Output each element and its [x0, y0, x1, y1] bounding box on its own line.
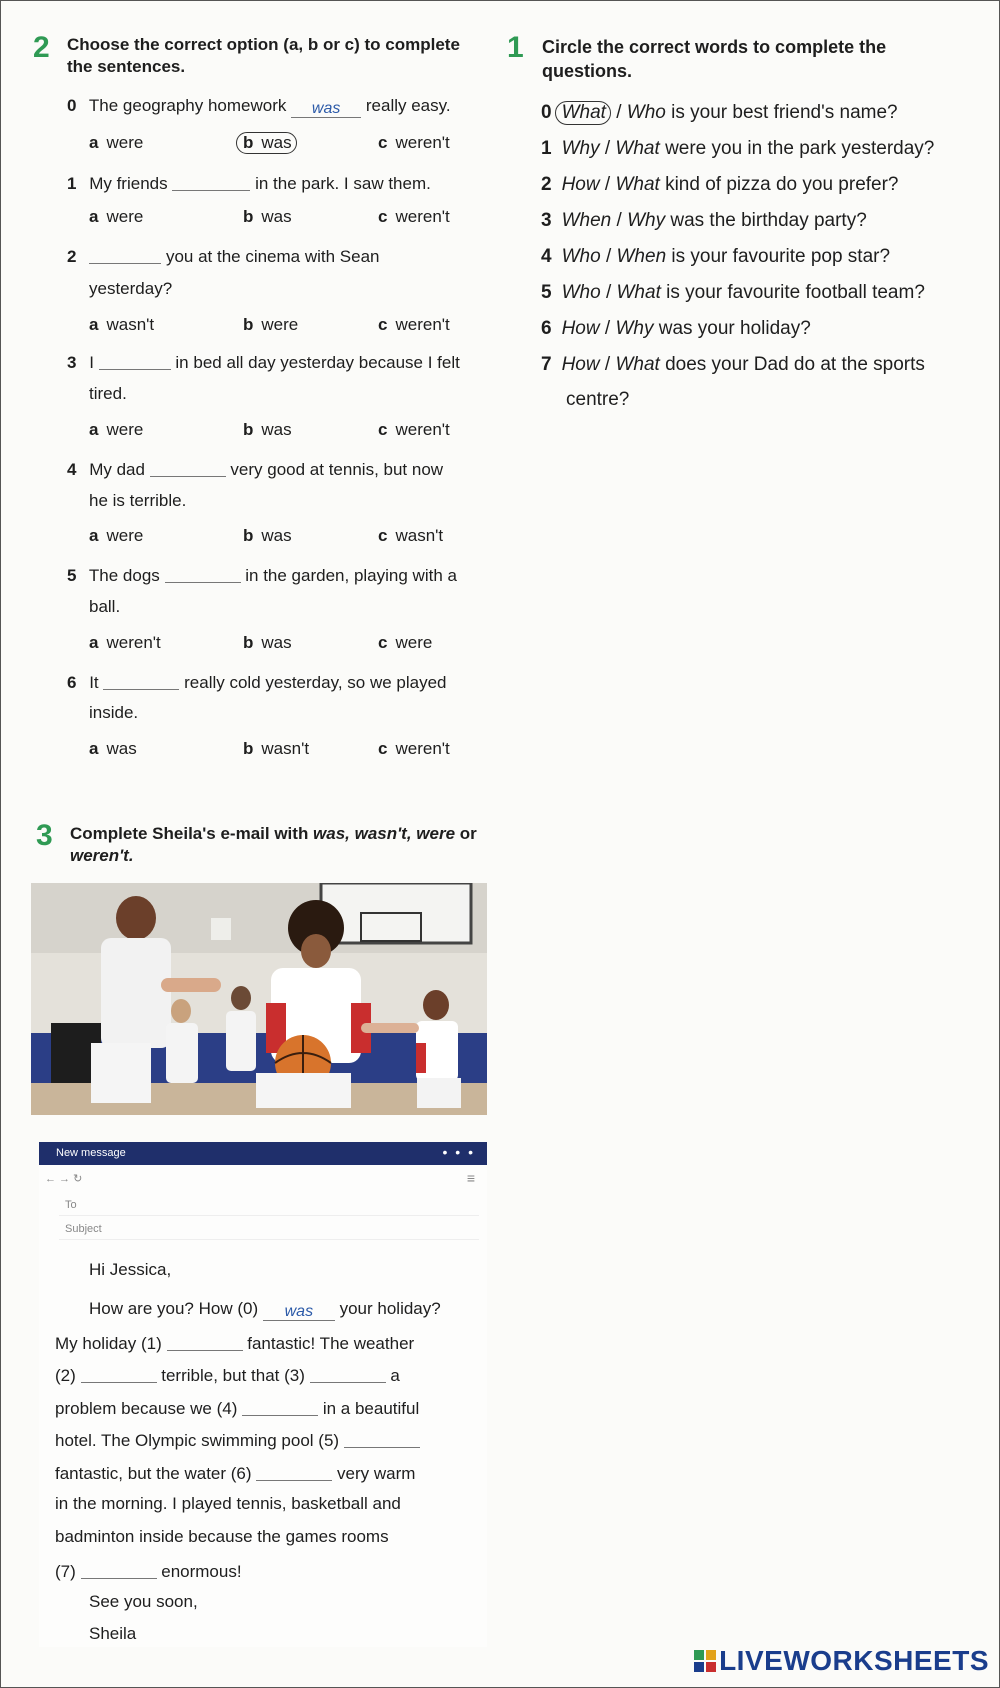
section1-title-line1: Circle the correct words to complete the: [542, 37, 887, 57]
s1-q3-option-2[interactable]: Why: [627, 210, 666, 231]
s2-q0-option-a[interactable]: a were: [89, 133, 144, 152]
s2-q1-option-a[interactable]: a were: [89, 207, 144, 226]
email-blank-5[interactable]: [344, 1431, 420, 1448]
s2-q3-blank[interactable]: [99, 353, 171, 370]
liveworksheets-logo-text: LIVEWORKSHEETS: [719, 1645, 989, 1676]
email-line-2: My holiday (1) fantastic! The weather: [55, 1334, 415, 1353]
s2-q4-blank[interactable]: [150, 460, 226, 477]
email-line-9: (7) enormous!: [55, 1562, 242, 1581]
email-window: [39, 1142, 487, 1647]
s2-q4-continuation: he is terrible.: [89, 491, 187, 510]
s2-q3-option-b[interactable]: b was: [243, 420, 292, 439]
s1-q2-option-1[interactable]: How: [561, 174, 600, 195]
email-subject-label[interactable]: Subject: [65, 1223, 102, 1235]
divider: [59, 1239, 479, 1240]
liveworksheets-logo-icon: [694, 1647, 716, 1669]
section2-number: 2: [33, 31, 50, 64]
email-line-8: badminton inside because the games rooms: [55, 1527, 389, 1546]
email-nav-icons[interactable]: ← → ↻: [45, 1173, 83, 1185]
s1-q7-option-1[interactable]: How: [561, 354, 600, 375]
email-blank-4[interactable]: [242, 1399, 318, 1416]
s1-q4-option-2[interactable]: When: [616, 246, 667, 267]
divider: [59, 1215, 479, 1216]
s2-q2-blank[interactable]: [89, 247, 161, 264]
s1-q6-option-2[interactable]: Why: [615, 318, 654, 339]
email-blank-7[interactable]: [81, 1562, 157, 1579]
email-blank-3[interactable]: [310, 1366, 386, 1383]
circled-answer: b was: [236, 132, 297, 154]
s2-q6-option-c[interactable]: c weren't: [378, 739, 450, 758]
s2-q1-sentence: 1 My friends in the park. I saw them.: [67, 174, 431, 193]
email-line-5: hotel. The Olympic swimming pool (5): [55, 1429, 420, 1451]
s2-q5-option-c[interactable]: c were: [378, 633, 433, 652]
s2-q5-sentence: 5 The dogs in the garden, playing with a: [67, 566, 457, 585]
s1-q7-continuation: centre?: [566, 389, 630, 410]
s2-q2-option-b[interactable]: b were: [243, 315, 299, 334]
s1-q1-option-1[interactable]: Why: [561, 138, 600, 159]
s2-q6-blank[interactable]: [103, 673, 179, 690]
section2-title: [67, 34, 460, 78]
s1-q2: 2 How / What kind of pizza do you prefer?: [541, 174, 899, 195]
basketball-illustration: [31, 883, 487, 1115]
s1-q0-option-2[interactable]: Who: [626, 102, 666, 123]
s2-q2-option-a[interactable]: a wasn't: [89, 315, 155, 334]
s1-q1: 1 Why / What were you in the park yesterday?: [541, 138, 935, 159]
section3-number: 3: [36, 819, 53, 852]
section3-title: Complete Sheila's e-mail with was, wasn't, were or weren't.: [70, 824, 477, 865]
s1-q7-option-2[interactable]: What: [615, 354, 660, 375]
s2-q5-option-b[interactable]: b was: [243, 633, 292, 652]
s2-q0-blank[interactable]: was: [291, 101, 361, 118]
basketball-photo: [31, 883, 487, 1115]
email-blank-6[interactable]: [256, 1464, 332, 1481]
email-closing: See you soon,: [89, 1592, 198, 1611]
s2-q4-option-a[interactable]: a were: [89, 526, 144, 545]
s2-q6-sentence: 6 It really cold yesterday, so we played: [67, 673, 447, 692]
s1-q5-option-2[interactable]: What: [616, 282, 661, 303]
s1-q0-option-1[interactable]: What: [555, 101, 611, 125]
s1-q6: 6 How / Why was your holiday?: [541, 318, 811, 339]
email-line-4: problem because we (4) in a beautiful: [55, 1399, 420, 1418]
s2-q0-option-b[interactable]: [243, 133, 297, 153]
email-line-3: (2) terrible, but that (3) a: [55, 1366, 400, 1385]
email-to-label[interactable]: To: [65, 1199, 77, 1211]
section2-title-line1: Choose the correct option (a, b or c) to complete: [67, 35, 460, 54]
email-blank-0[interactable]: was: [263, 1304, 335, 1321]
s1-q6-option-1[interactable]: How: [561, 318, 600, 339]
s2-q5-continuation: ball.: [89, 597, 121, 616]
section2-title-line2: the sentences.: [67, 57, 186, 76]
email-header-title: New message: [56, 1147, 126, 1159]
s1-q5: 5 Who / What is your favourite football team?: [541, 282, 925, 303]
s2-q2-sentence: 2 you at the cinema with Sean: [67, 247, 380, 266]
section1-number: 1: [507, 31, 524, 64]
s2-q0-sentence: 0 The geography homework was really easy.: [67, 96, 451, 117]
section1-title: [542, 35, 886, 83]
email-signature: Sheila: [89, 1624, 137, 1643]
s2-q3-sentence: 3 I in bed all day yesterday because I felt: [67, 353, 460, 372]
s1-q0: 0 What / Who is your best friend's name?: [541, 102, 898, 123]
email-greeting: Hi Jessica,: [89, 1260, 172, 1279]
s1-q2-option-2[interactable]: What: [615, 174, 660, 195]
more-options-icon[interactable]: • • •: [442, 1144, 475, 1160]
s2-q4-option-c[interactable]: c wasn't: [378, 526, 444, 545]
email-blank-1[interactable]: [167, 1334, 243, 1351]
s2-q4-option-b[interactable]: b was: [243, 526, 292, 545]
s2-q6-option-b[interactable]: b wasn't: [243, 739, 310, 758]
s1-q5-option-1[interactable]: Who: [561, 282, 601, 303]
s2-q5-option-a[interactable]: a weren't: [89, 633, 161, 652]
s1-q7: 7 How / What does your Dad do at the sports: [541, 354, 925, 375]
s2-q1-blank[interactable]: [172, 174, 250, 191]
s2-q4-sentence: 4 My dad very good at tennis, but now: [67, 460, 444, 479]
s1-q3-option-1[interactable]: When: [561, 210, 612, 231]
s2-q5-blank[interactable]: [165, 566, 241, 583]
s2-q0-option-c[interactable]: c weren't: [378, 133, 450, 152]
email-header-bar: [39, 1142, 487, 1165]
s2-q1-option-c[interactable]: c weren't: [378, 207, 450, 226]
s2-q6-continuation: inside.: [89, 703, 139, 722]
s2-q3-continuation: tired.: [89, 384, 127, 403]
s1-q3: 3 When / Why was the birthday party?: [541, 210, 867, 231]
email-line-6: fantastic, but the water (6) very warm: [55, 1464, 416, 1483]
s1-q4-option-1[interactable]: Who: [561, 246, 601, 267]
email-blank-2[interactable]: [81, 1366, 157, 1383]
section1-title-line2: questions.: [542, 61, 633, 81]
s2-q2-option-c[interactable]: c weren't: [378, 315, 450, 334]
s2-q2-continuation: yesterday?: [89, 279, 173, 298]
s2-q1-option-b[interactable]: b was: [243, 207, 292, 226]
s2-q6-option-a[interactable]: a was: [89, 739, 137, 758]
s2-q3-option-c[interactable]: c weren't: [378, 420, 450, 439]
s1-q1-option-2[interactable]: What: [615, 138, 660, 159]
menu-icon[interactable]: ≡: [466, 1170, 475, 1186]
s1-q4: 4 Who / When is your favourite pop star?: [541, 246, 891, 267]
liveworksheets-logo: [694, 1645, 989, 1677]
email-line-7: in the morning. I played tennis, basketball and: [55, 1494, 401, 1513]
email-line-1: How are you? How (0) was your holiday?: [89, 1299, 441, 1320]
s2-q3-option-a[interactable]: a were: [89, 420, 144, 439]
